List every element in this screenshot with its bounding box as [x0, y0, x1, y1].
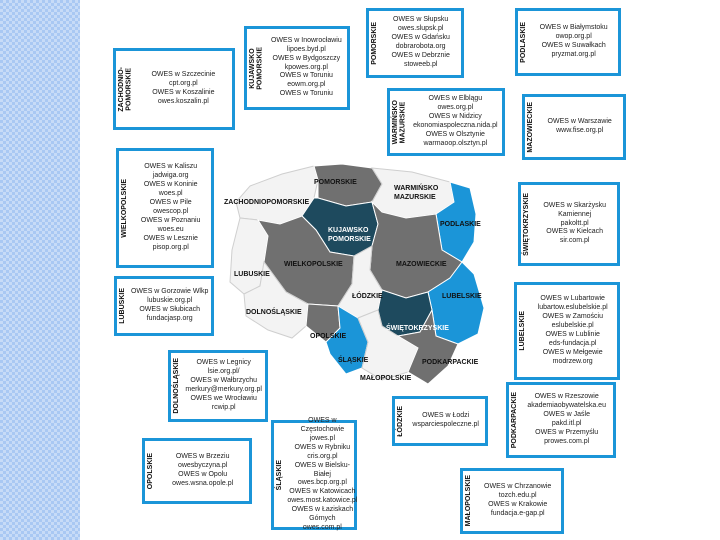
box-line: OWES w Jaśle — [543, 411, 591, 419]
box-lubuskie — [114, 276, 214, 336]
box-line: lsie.org.pl/ — [207, 368, 240, 376]
box-line: OWES w Olsztynie — [425, 130, 485, 138]
box-line: owes.slupsk.pl — [397, 25, 444, 33]
box-line: pakd.itl.pl — [551, 420, 582, 427]
map-label-lubuskie: LUBUSKIE — [234, 271, 270, 278]
box-line: eslubelskie.pl — [551, 322, 594, 330]
box-warminsko-mazurskie — [387, 88, 505, 156]
box-kujawsko-pomorskie — [244, 26, 350, 110]
box-line: OWES w Łaziskach Górnych — [291, 506, 354, 523]
box-label: ZACHODNIO- POMORSKIE — [118, 66, 133, 112]
box-line: owes.org.pl — [437, 104, 474, 112]
box-label: LUBUSKIE — [119, 288, 126, 324]
map-label-wielkopolskie: WIELKOPOLSKIE — [284, 261, 343, 268]
map-label-swietokrzyskie: ŚWIĘTOKRZYSKIE — [386, 325, 449, 332]
box-line: OWES w Katowicach — [289, 488, 356, 496]
box-line: OWES w Elblągu — [428, 95, 483, 103]
box-line: tozch.edu.pl — [498, 492, 537, 500]
box-line: OWES w Brzeziu — [175, 453, 230, 461]
box-line: OWES w Słupsku — [393, 16, 449, 24]
box-line: OWES w Pile — [149, 199, 192, 207]
box-lines — [135, 69, 232, 109]
box-line: modrzew.org — [552, 357, 593, 365]
box-label: MAŁOPOLSKIE — [465, 475, 472, 527]
map-label-malopolskie: MAŁOPOLSKIE — [360, 375, 412, 382]
box-line: owes.wsna.opole.pl — [172, 479, 234, 487]
box-line: owes.com.pl — [302, 524, 342, 532]
box-line: woes.pl — [158, 190, 183, 198]
map-label-lodzkie: ŁÓDZKIE — [352, 293, 383, 300]
map-label-line: MAZURSKIE — [394, 194, 436, 201]
box-mazowieckie — [522, 94, 626, 160]
box-line: OWES w Lubartowie — [540, 295, 605, 303]
box-lines — [380, 14, 461, 72]
map-label-slaskie: ŚLĄSKIE — [338, 357, 369, 364]
box-lines — [532, 200, 617, 249]
box-line: eds-fundacja.pl — [548, 339, 597, 347]
box-line: lipoes.byd.pl — [286, 45, 326, 53]
box-line: OWES w Legnicy — [196, 359, 251, 367]
box-line: sir.com.pl — [559, 237, 590, 245]
map-label-line: POMORSKIE — [328, 236, 371, 243]
box-line: lubuskie.org.pl — [147, 297, 193, 305]
box-line: OWES w Krakowie — [488, 501, 548, 508]
box-line: ekonomiaspoleczna.nida.pl — [413, 122, 498, 129]
box-line: cris.org.pl — [307, 452, 338, 460]
box-line: OWES w Mełgewie — [542, 348, 603, 356]
box-line: dobrarobota.org — [395, 43, 446, 50]
box-line: OWES w Koszalinie — [152, 89, 215, 96]
box-label: WARMIŃSKO MAZURSKIE — [392, 99, 407, 145]
map-label-mazowieckie: MAZOWIECKIE — [396, 261, 447, 268]
box-line: owescop.pl — [153, 208, 189, 215]
box-line: merkury@merkury.org.pl — [185, 386, 262, 393]
box-podkarpackie — [506, 382, 616, 458]
box-lines — [409, 93, 502, 151]
box-line: OWES w Kielcach — [546, 228, 604, 236]
box-line: OWES w Opolu — [178, 471, 228, 478]
box-swietokrzyskie — [518, 182, 620, 266]
box-line: pakoltt.pl — [560, 219, 589, 227]
box-line: OWES w Zamościu — [542, 313, 604, 321]
poland-map — [222, 158, 492, 390]
box-line: pisop.org.pl — [152, 243, 189, 251]
box-label: ŚLĄSKIE — [276, 459, 283, 491]
box-line: OWES w Częstochowie — [300, 416, 345, 433]
box-line: OWES w Poznaniu — [140, 216, 201, 224]
box-lines — [520, 391, 613, 449]
box-podlaskie — [515, 8, 621, 76]
box-line: OWES w Bydgoszczy — [272, 54, 341, 62]
box-line: OWES w Lublinie — [545, 331, 600, 338]
box-malopolskie — [460, 468, 564, 534]
map-label-pomorskie: POMORSKIE — [314, 179, 357, 186]
box-label: ŚWIĘTOKRZYSKIE — [523, 192, 530, 256]
box-line: OWES w Szczecinie — [151, 71, 216, 79]
map-label-zachodniopomorskie: ZACHODNIOPOMORSKIE — [224, 199, 310, 206]
box-line: OWES w Rzeszowie — [534, 393, 599, 401]
box-line: owes.bcp.org.pl — [297, 479, 347, 487]
decorative-stripe — [0, 0, 80, 540]
box-line: eowm.org.pl — [287, 81, 326, 89]
box-line: jadwiga.org — [152, 172, 189, 180]
box-line: OWES we Wrocławiu — [190, 394, 257, 402]
box-label: WIELKOPOLSKIE — [121, 178, 128, 238]
box-line: akademiaobywatelska.eu — [527, 402, 606, 410]
box-line: OWES w Nidzicy — [428, 113, 482, 121]
box-lines — [536, 116, 623, 138]
box-slaskie — [271, 416, 358, 532]
box-line: OWES w Gdańsku — [391, 34, 450, 42]
box-line: stoweeb.pl — [403, 60, 438, 68]
box-line: prowes.com.pl — [544, 437, 590, 445]
map-label-opolskie: OPOLSKIE — [310, 333, 347, 340]
box-line: OWES w Przemyślu — [535, 428, 599, 436]
box-lines — [128, 286, 211, 326]
box-line: www.fise.org.pl — [556, 127, 604, 134]
box-line: OWES w Łodzi — [422, 412, 470, 420]
box-lines — [285, 415, 359, 535]
box-line: OWES w Suwałkach — [541, 42, 606, 49]
box-line: OWES w Rybniku — [294, 443, 351, 451]
box-lines — [406, 410, 485, 432]
box-label: OPOLSKIE — [147, 452, 154, 490]
box-label: LUBELSKIE — [519, 311, 526, 351]
box-lines — [266, 35, 347, 102]
box-lubelskie — [514, 282, 620, 380]
box-pomorskie — [366, 8, 464, 78]
box-line: rcwip.pl — [211, 403, 236, 411]
box-line: fundacja.e-gap.pl — [490, 509, 545, 517]
box-line: OWES w Gorzowie Wlkp — [130, 288, 209, 296]
box-line: owes.koszalin.pl — [157, 97, 209, 105]
box-line: OWES w Toruniu — [279, 90, 333, 98]
box-wielkopolskie — [116, 148, 214, 268]
box-line: OWES w Koninie — [143, 181, 198, 189]
box-line: lubartow.eslubelskie.pl — [537, 304, 608, 312]
map-label-line: WARMIŃSKO — [394, 185, 439, 192]
box-line: warmaoop.olsztyn.pl — [423, 139, 488, 147]
map-label-podkarpackie: PODKARPACKIE — [422, 359, 479, 366]
box-lines — [528, 293, 617, 369]
box-lines — [529, 22, 618, 62]
box-line: OWES w Wałbrzychu — [190, 377, 257, 385]
box-line: OWES w Skarżysku — [543, 201, 606, 209]
box-line: cpt.org.pl — [168, 80, 198, 88]
box-line: woes.eu — [157, 225, 184, 233]
box-label: POMORSKIE — [371, 21, 378, 65]
map-label-lubelskie: LUBELSKIE — [442, 293, 482, 300]
box-line: OWES w Chrzanowie — [484, 483, 552, 491]
box-line: pryzmat.org.pl — [551, 50, 596, 58]
box-line: OWES w Kaliszu — [144, 163, 198, 171]
box-label: PODLASKIE — [520, 21, 527, 63]
box-label: DOLNOŚLĄSKIE — [173, 358, 180, 414]
box-line: OWES w Białymstoku — [539, 24, 608, 32]
box-label: KUJAWSKO POMORSKIE — [249, 46, 264, 90]
box-line: jowes.pl — [309, 434, 335, 442]
box-line: owesbyczyna.pl — [177, 462, 228, 470]
box-lines — [156, 451, 249, 491]
box-line: owop.org.pl — [555, 33, 592, 41]
box-lines — [474, 481, 561, 521]
box-zachodniopomorskie — [113, 48, 235, 130]
box-line: OWES w Warszawie — [547, 118, 612, 126]
box-line: kpowes.org.pl — [284, 63, 328, 71]
box-label: PODKARPACKIE — [511, 391, 518, 449]
box-label: MAZOWIECKIE — [527, 101, 534, 153]
box-label: ŁÓDZKIE — [397, 405, 404, 437]
box-lodzkie — [392, 396, 488, 446]
map-label-podlaskie: PODLASKIE — [440, 221, 481, 228]
box-line: owes.most.katowice.pl — [287, 497, 358, 505]
box-line: fundacjasp.org — [146, 314, 193, 322]
box-line: wsparciespoleczne.pl — [412, 421, 479, 428]
box-line: OWES w Lesznie — [143, 234, 198, 242]
map-label-dolnoslaskie: DOLNOŚLĄSKIE — [246, 309, 302, 316]
box-line: OWES w Debrznie — [391, 51, 450, 59]
box-line: OWES w Toruniu — [279, 72, 333, 80]
box-opolskie — [142, 438, 252, 504]
map-label-line: KUJAWSKO — [328, 227, 369, 234]
box-line: OWES w Inowrocławiu — [270, 36, 342, 44]
box-line: Kamiennej — [558, 210, 592, 218]
box-lines — [130, 161, 211, 255]
box-line: OWES w Bielsku-Białej — [294, 461, 350, 478]
box-line: OWES w Słubicach — [139, 306, 201, 313]
